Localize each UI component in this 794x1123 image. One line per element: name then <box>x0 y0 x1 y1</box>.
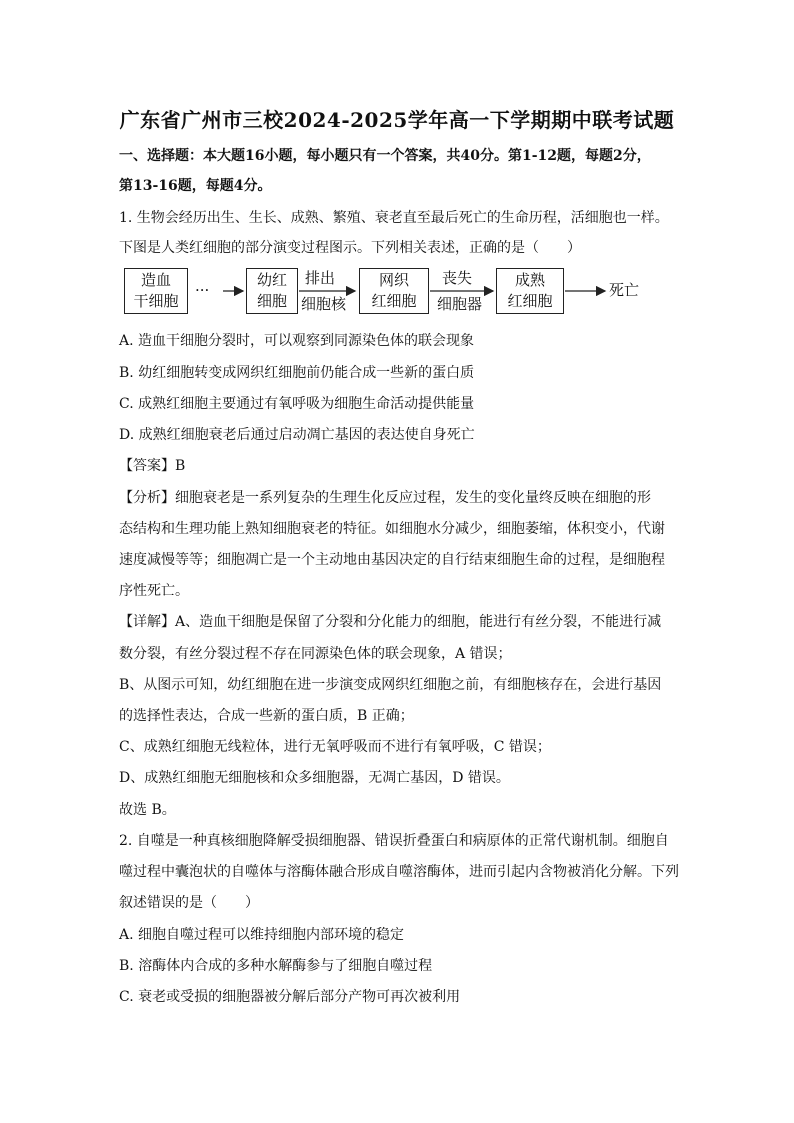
arrow3-top-label: 丧失 <box>442 269 473 287</box>
q1-analysis-line3: 速度减慢等等；细胞凋亡是一个主动地由基因决定的自行结束细胞生命的过程，是细胞程 <box>119 552 665 568</box>
detail-tag: 【详解】 <box>119 614 175 630</box>
q1-analysis-line1 <box>119 488 699 508</box>
box1-line1: 造血 <box>140 271 171 289</box>
q2-stem-line3: 叙述错误的是（ ） <box>119 895 259 911</box>
arrow3-bottom-label: 细胞器 <box>437 295 483 313</box>
q2-option-b: B. 溶酶体内合成的多种水解酶参与了细胞自噬过程 <box>119 958 433 974</box>
q1-option-a: A. 造血干细胞分裂时，可以观察到同源染色体的联会现象 <box>119 333 475 349</box>
red-blood-cell-flow-diagram <box>119 266 679 322</box>
q1-detail-line3: B、从图示可知，幼红细胞在进一步演变成网织红细胞之前，有细胞核存在，会进行基因 <box>119 677 662 693</box>
q1-answer-row <box>119 456 699 476</box>
analysis-text-1: 细胞衰老是一系列复杂的生理生化反应过程，发生的变化量终反映在细胞的形 <box>175 490 651 506</box>
answer-value: B <box>175 458 186 474</box>
box3-line2: 红细胞 <box>371 292 417 310</box>
section-heading-line2: 第13-16题，每题4分。 <box>119 178 272 194</box>
document-title: 广东省广州市三校2024-2025学年高一下学期期中联考试题 <box>119 108 675 132</box>
box4-line2: 红细胞 <box>507 292 553 310</box>
q1-detail-line6: D、成熟红细胞无细胞核和众多细胞器，无凋亡基因，D 错误。 <box>119 770 510 786</box>
q1-option-c: C. 成熟红细胞主要通过有氧呼吸为细胞生命活动提供能量 <box>119 396 475 412</box>
box4-line1: 成熟 <box>514 271 545 289</box>
box2-line2: 细胞 <box>256 292 287 310</box>
q1-detail-line1 <box>119 612 699 632</box>
q1-detail-line5: C、成熟红细胞无线粒体，进行无氧呼吸而不进行有氧呼吸，C 错误； <box>119 739 551 755</box>
q2-option-c: C. 衰老或受损的细胞器被分解后部分产物可再次被利用 <box>119 989 461 1005</box>
box-erythroblast <box>246 268 298 314</box>
q1-analysis-line4: 序性死亡。 <box>119 583 189 599</box>
flow-dots: ··· <box>195 281 210 299</box>
q1-analysis-line2: 态结构和生理功能上熟知细胞衰老的特征。如细胞水分减少，细胞萎缩，体积变小，代谢 <box>119 521 665 537</box>
q1-stem-line2: 下图是人类红细胞的部分演变过程图示。下列相关表述，正确的是（ ） <box>119 240 581 256</box>
q1-stem-line1: 1. 生物会经历出生、生长、成熟、繁殖、衰老直至最后死亡的生命历程，活细胞也一样。 <box>119 210 669 226</box>
box-reticulocyte <box>359 268 429 314</box>
q2-stem-line1: 2. 自噬是一种真核细胞降解受损细胞器、错误折叠蛋白和病原体的正常代谢机制。细胞自 <box>119 833 669 849</box>
section-heading-line1: 一、选择题：本大题16小题，每小题只有一个答案，共40分。第1-12题，每题2分， <box>119 148 651 164</box>
box1-line2: 干细胞 <box>133 292 179 310</box>
box-mature-rbc <box>496 268 564 314</box>
detail-text-1: A、造血干细胞是保留了分裂和分化能力的细胞，能进行有丝分裂，不能进行减 <box>175 614 662 630</box>
q1-detail-line2: 数分裂，有丝分裂过程不存在同源染色体的联会现象，A 错误； <box>119 646 512 662</box>
q1-option-b: B. 幼红细胞转变成网织红细胞前仍能合成一些新的蛋白质 <box>119 365 475 381</box>
box2-line1: 幼红 <box>256 271 287 289</box>
flow-end-label: 死亡 <box>609 281 640 299</box>
q2-stem-line2: 噬过程中囊泡状的自噬体与溶酶体融合形成自噬溶酶体，进而引起内含物被消化分解。下列 <box>119 864 679 880</box>
box-hematopoietic-stem-cell <box>124 268 188 314</box>
arrow2-top-label: 排出 <box>305 269 336 287</box>
answer-tag: 【答案】 <box>119 458 175 474</box>
q2-option-a: A. 细胞自噬过程可以维持细胞内部环境的稳定 <box>119 927 405 943</box>
q1-conclusion: 故选 B。 <box>119 802 176 818</box>
arrow2-bottom-label: 细胞核 <box>301 295 347 313</box>
q1-detail-line4: 的选择性表达，合成一些新的蛋白质，B 正确； <box>119 708 414 724</box>
q1-option-d: D. 成熟红细胞衰老后通过启动凋亡基因的表达使自身死亡 <box>119 427 475 443</box>
box3-line1: 网织 <box>378 271 409 289</box>
analysis-tag: 【分析】 <box>119 490 175 506</box>
